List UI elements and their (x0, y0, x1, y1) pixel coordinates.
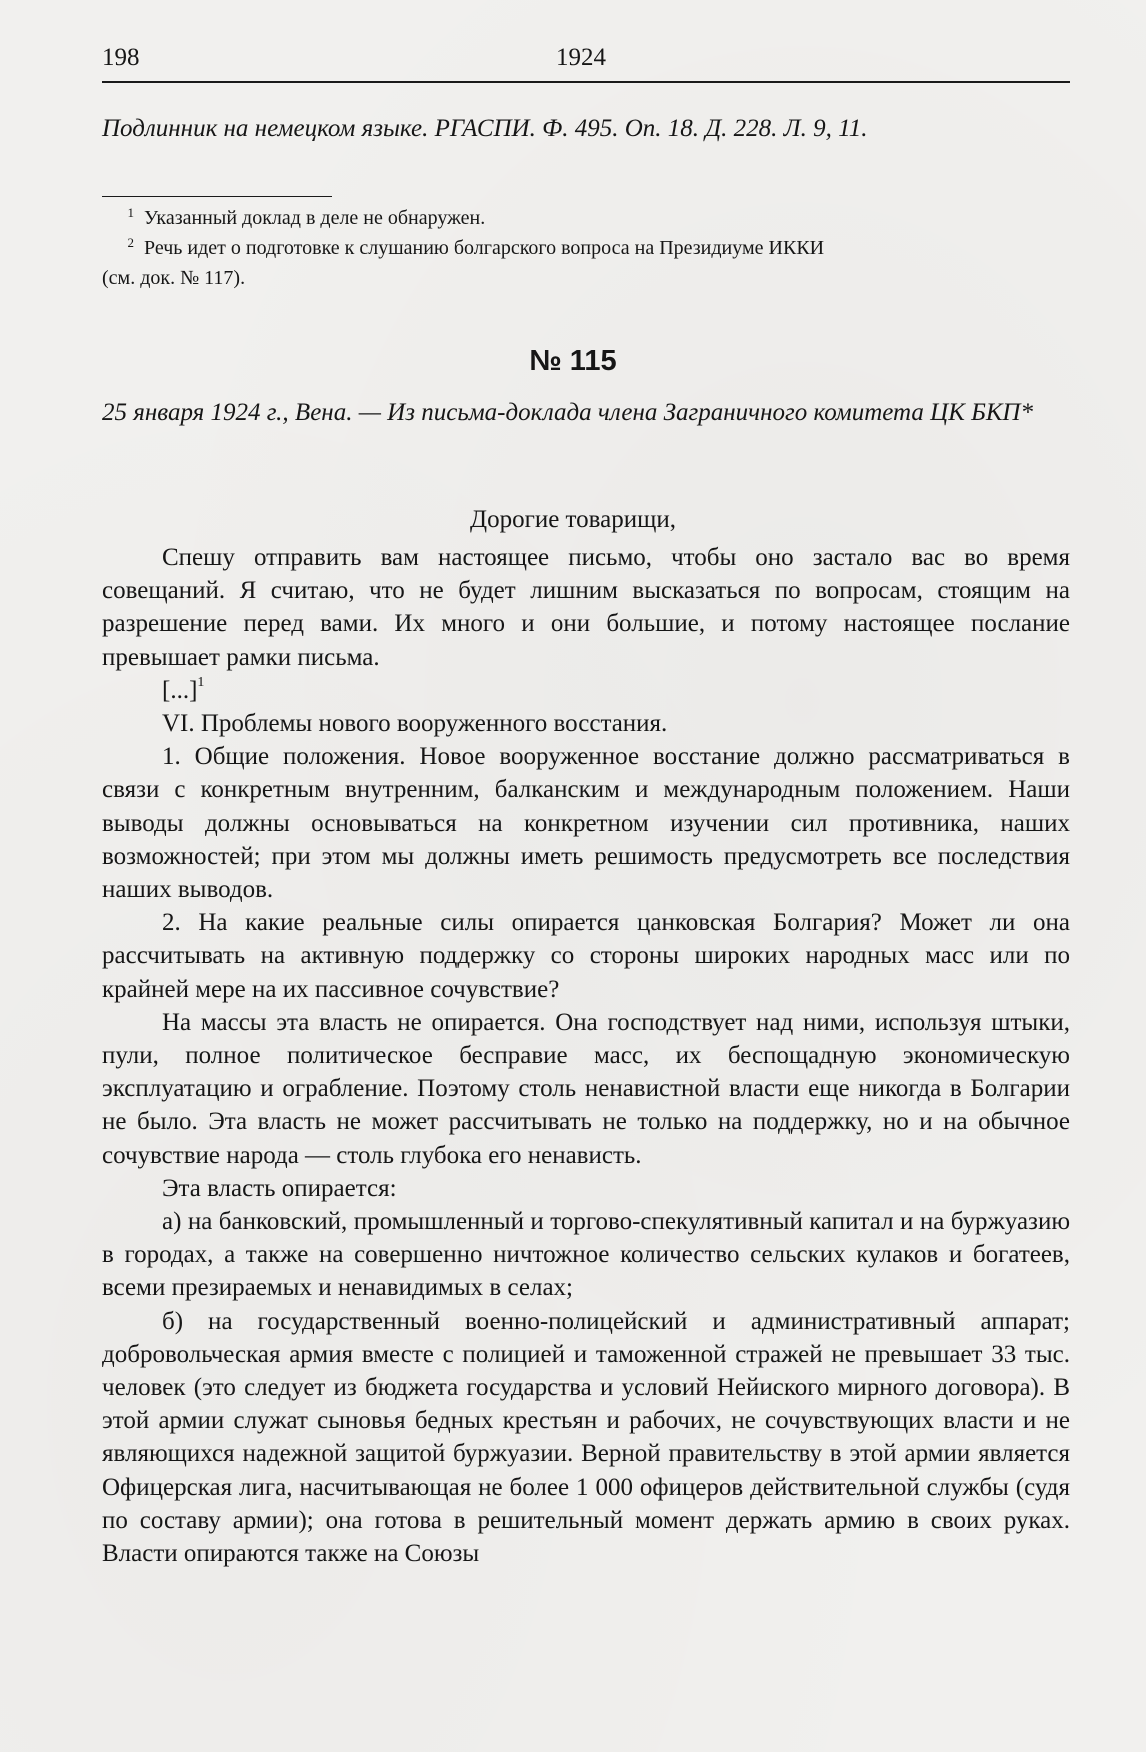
paragraph: б) на государственный военно-полицейский и административный аппарат; добровольческая армия вместе с полицией и таможенной стражей не превышает 33 тыс. человек (это следует из бюджета государства и условий Нейиского мирного договора). В этой армии служат сыновья бедных крестьян и рабочих, не сочувствующих власти и не являющихся надежной защитой буржуазии. Верной правительству в этой армии является Офицерская лига, насчитывающая не более 1 000 офицеров действительной службы (судя по составу армии); она готова в решительный момент держать армию в своих руках. Власти опираются также на Союзы (102, 1307, 1070, 1568)
footnote-1 (102, 203, 1070, 233)
footnote-mark: 2 (127, 235, 134, 250)
page-number: 198 (102, 44, 140, 71)
paragraph: Спешу отправить вам настоящее письмо, чтобы оно застало вас во время совещаний. Я считаю, что не будет лишним высказаться по вопросам, стоящим на разрешение перед вами. Их много и они большие, и потому настоящее послание превышает рамки письма. (102, 544, 1070, 671)
paragraph: На массы эта власть не опирается. Она господствует над ними, используя штыки, пули, полное политическое бесправие масс, их беспощадную экономическую эксплуатацию и ограбление. Поэтому столь ненавистной власти еще никогда в Болгарии не было. Эта власть не может рассчитывать не только на поддержку, но и на обычное сочувствие народа — столь глубока его ненависть. (102, 1008, 1070, 1169)
running-year: 1924 (556, 44, 606, 71)
running-header (102, 44, 1070, 84)
footnote-mark: 1 (127, 205, 134, 220)
footnotes (102, 203, 1070, 293)
salutation: Дорогие товарищи, (470, 506, 676, 533)
document-title: 25 января 1924 г., Вена. — Из письма-доклада члена Заграничного комитета ЦК БКП* (102, 399, 1033, 426)
paragraph: Эта власть опирается: (162, 1174, 397, 1202)
paragraph: 1. Общие положения. Новое вооруженное восстание должно рассматриваться в связи с конкретным внутренним, балканским и международным положением. Наши выводы должны основываться на конкретном изучении сил противника, наших возможностей; при этом мы должны иметь решимость предусмотреть все последствия наших выводов. (102, 743, 1070, 904)
footnote-rule (102, 196, 332, 197)
letter-body (102, 541, 1070, 1570)
source-note: Подлинник на немецком языке. РГАСПИ. Ф. 495. Оп. 18. Д. 228. Л. 9, 11. (102, 115, 868, 142)
header-rule (102, 81, 1070, 83)
paragraph: а) на банковский, промышленный и торгово-спекулятивный капитал и на буржуазию в городах, а также на совершенно ничтожное количество сельских кулаков и богатеев, всеми презираемых и ненавидимых в селах; (102, 1208, 1070, 1302)
document-number: № 115 (529, 345, 617, 377)
paragraph: 2. На какие реальные силы опирается цанковская Болгария? Может ли она рассчитывать на активную поддержку со стороны широких народных масс или по крайней мере на их пассивное сочувствие? (102, 909, 1070, 1003)
omission (102, 674, 1070, 707)
section-heading: VI. Проблемы нового вооруженного восстания. (162, 710, 668, 738)
footnote-2 (102, 233, 1070, 263)
footnote-text: Указанный доклад в деле не обнаружен. (144, 207, 486, 229)
footnote-text: Речь идет о подготовке к слушанию болгарского вопроса на Президиуме ИККИ (144, 237, 825, 259)
footnote-2-continuation: (см. док. № 117). (102, 267, 246, 289)
omission-footnote-mark: 1 (197, 674, 205, 690)
omission-text: [...] (162, 676, 198, 704)
